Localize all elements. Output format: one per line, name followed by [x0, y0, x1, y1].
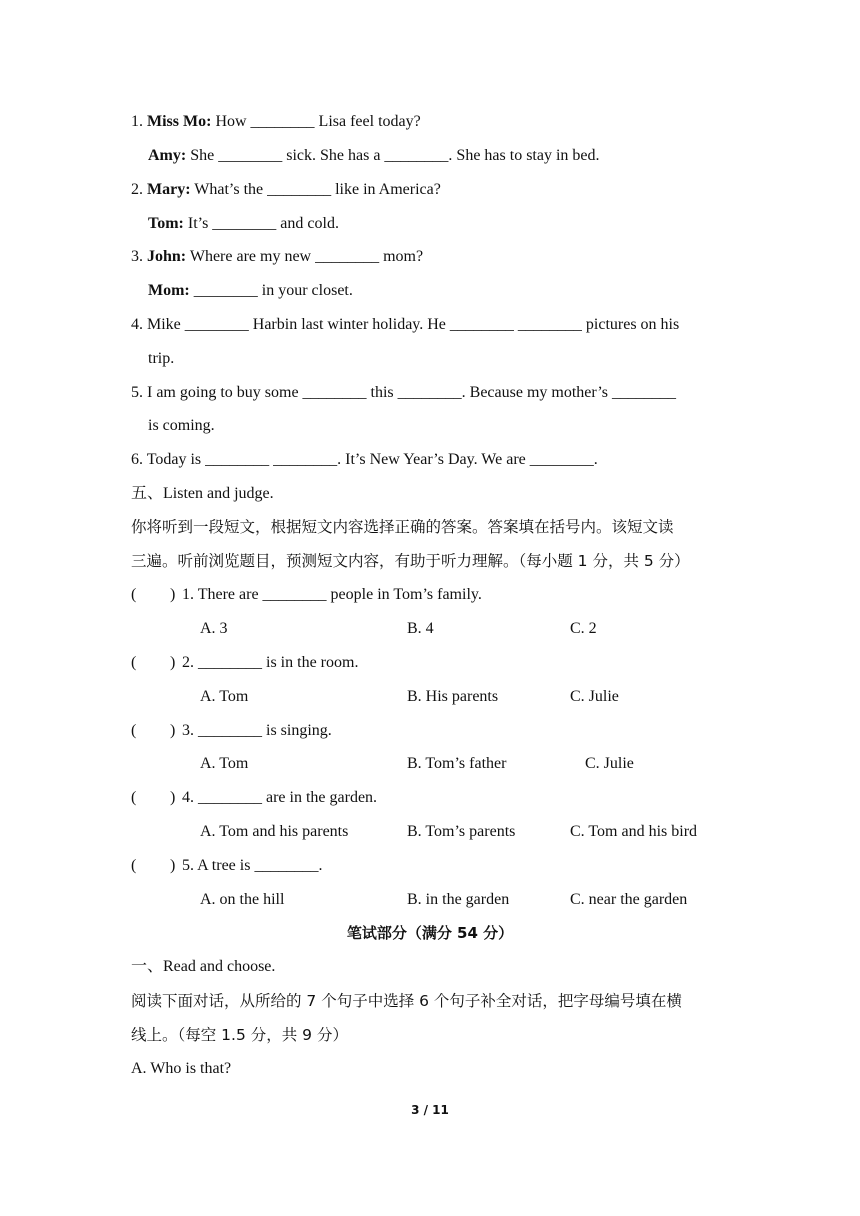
option-c: C. near the garden: [570, 891, 688, 908]
fill-line-11: [131, 450, 598, 470]
fill-line-1: [131, 112, 421, 132]
option-a: A. Tom: [200, 688, 249, 705]
question-stem: 5. A tree is ________.: [182, 857, 323, 874]
speaker-label: Mom:: [148, 282, 190, 299]
answer-paren-open: (: [131, 654, 137, 671]
option-c: C. Tom and his bird: [570, 823, 698, 840]
answer-paren-close: ): [170, 586, 176, 603]
speaker-label: Miss Mo:: [147, 113, 212, 130]
sentence-text: Today is ________ ________. It’s New Year’s Day. We are ________.: [146, 451, 598, 468]
section-instructions: 线上。（每空 1.5 分，共 9 分）: [131, 1026, 348, 1044]
sentence-text: trip.: [148, 350, 175, 367]
answer-paren-close: ): [170, 722, 176, 739]
fill-line-8: [148, 349, 174, 369]
option-b: B. Tom’s father: [407, 755, 507, 772]
dialogue-text: Where are my new ________ mom?: [186, 248, 424, 265]
item-number: 4.: [131, 316, 143, 333]
question-stem: 4. ________ are in the garden.: [182, 789, 378, 806]
speaker-label: Tom:: [148, 215, 184, 232]
answer-paren-close: ): [170, 654, 176, 671]
question-stem: 3. ________ is singing.: [182, 722, 332, 739]
option-c: C. 2: [570, 620, 597, 637]
answer-paren-open: (: [131, 722, 137, 739]
dialogue-text: What’s the ________ like in America?: [190, 181, 441, 198]
speaker-label: Mary:: [147, 181, 191, 198]
speaker-label: John:: [147, 248, 187, 265]
item-number: 1.: [131, 113, 143, 130]
fill-line-3: [131, 180, 441, 200]
choice-option: A. Who is that?: [131, 1060, 232, 1077]
dialogue-text: She ________ sick. She has a ________. She has to stay in bed.: [186, 147, 600, 164]
section-instructions: 三遍。听前浏览题目，预测短文内容，有助于听力理解。（每小题 1 分，共 5 分）: [131, 552, 690, 570]
question-stem: 1. There are ________ people in Tom’s family.: [182, 586, 482, 603]
option-b: B. in the garden: [407, 891, 510, 908]
page-number: 3 / 11: [411, 1103, 449, 1117]
answer-paren-close: ): [170, 789, 176, 806]
item-number: 2.: [131, 181, 143, 198]
section-instructions: 你将听到一段短文，根据短文内容选择正确的答案。答案填在括号内。该短文读: [131, 518, 674, 536]
fill-line-10: [148, 416, 215, 436]
fill-line-4: [148, 214, 339, 234]
option-b: B. Tom’s parents: [407, 823, 516, 840]
section-title: 五、Listen and judge.: [131, 485, 274, 502]
option-b: B. 4: [407, 620, 434, 637]
speaker-label: Amy:: [148, 147, 187, 164]
section-instructions: 阅读下面对话，从所给的 7 个句子中选择 6 个句子补全对话，把字母编号填在横: [131, 992, 682, 1010]
fill-line-2: [148, 146, 600, 166]
item-number: 5.: [131, 384, 143, 401]
sentence-text: Mike ________ Harbin last winter holiday. He ________ ________ pictures on his: [147, 316, 680, 333]
sentence-text: I am going to buy some ________ this ________. Because my mother’s ________: [147, 384, 676, 401]
item-number: 3.: [131, 248, 143, 265]
option-a: A. Tom and his parents: [200, 823, 349, 840]
dialogue-text: How ________ Lisa feel today?: [211, 113, 421, 130]
fill-line-6: [148, 281, 353, 301]
fill-line-5: [131, 247, 423, 267]
option-a: A. 3: [200, 620, 228, 637]
dialogue-text: ________ in your closet.: [189, 282, 353, 299]
question-stem: 2. ________ is in the room.: [182, 654, 359, 671]
dialogue-text: It’s ________ and cold.: [183, 215, 339, 232]
sentence-text: is coming.: [148, 417, 215, 434]
option-a: A. Tom: [200, 755, 249, 772]
answer-paren-open: (: [131, 789, 137, 806]
answer-paren-open: (: [131, 857, 137, 874]
fill-line-9: [131, 383, 676, 403]
written-part-heading: 笔试部分（满分 54 分）: [346, 924, 514, 942]
option-a: A. on the hill: [200, 891, 285, 908]
option-c: C. Julie: [570, 688, 619, 705]
option-b: B. His parents: [407, 688, 499, 705]
item-number: 6.: [131, 451, 143, 468]
section-title: 一、Read and choose.: [131, 958, 276, 975]
fill-line-7: [131, 315, 679, 335]
answer-paren-close: ): [170, 857, 176, 874]
answer-paren-open: (: [131, 586, 137, 603]
option-c: C. Julie: [585, 755, 634, 772]
